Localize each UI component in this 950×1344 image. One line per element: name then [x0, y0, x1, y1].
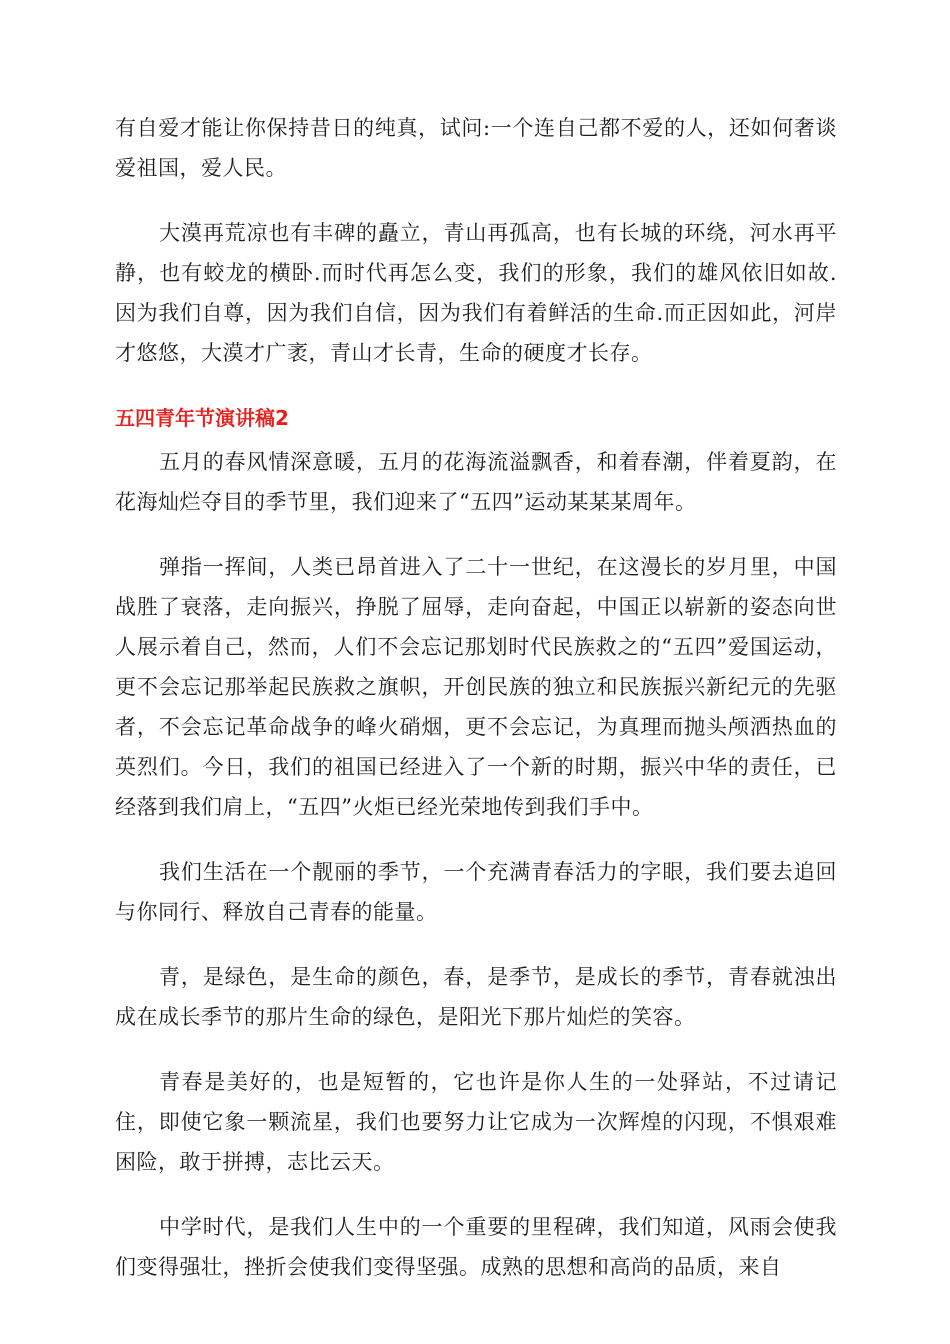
paragraph: 青，是绿色，是生命的颜色，春，是季节，是成长的季节，青春就浊出成在成长季节的那片生命的绿色，是阳光下那片灿烂的笑容。 — [115, 965, 837, 1029]
paragraph: 青春是美好的，也是短暂的，它也许是你人生的一处驿站，不过请记住，即使它象一颗流星，我们也要努力让它成为一次辉煌的闪现，不惧艰难困险，敢于拼搏，志比云天。 — [115, 1070, 837, 1174]
paragraph: 我们生活在一个靓丽的季节，一个充满青春活力的字眼，我们要去追回与你同行、释放自己青春的能量。 — [115, 860, 837, 924]
paragraph: 大漠再荒凉也有丰碑的矗立，青山再孤高，也有长城的环绕，河水再平静，也有蛟龙的横卧.而时代再怎么变，我们的形象，我们的雄风依旧如故.因为我们自尊，因为我们自信，因为我们有着鲜活的生命.而正因如此，河岸才悠悠，大漠才广袤，青山才长青，生命的硬度才长存。 — [115, 221, 837, 365]
document-body — [115, 108, 837, 1312]
paragraph: 五月的春风情深意暖，五月的花海流溢飘香，和着春潮，伴着夏韵，在花海灿烂夺目的季节里，我们迎来了“五四”运动某某某周年。 — [115, 450, 837, 514]
section-heading: 五四青年节演讲稿2 — [115, 406, 289, 430]
paragraph: 弹指一挥间，人类已昂首进入了二十一世纪，在这漫长的岁月里，中国战胜了衰落，走向振兴，挣脱了屈辱，走向奋起，中国正以崭新的姿态向世人展示着自己，然而，人们不会忘记那划时代民族救之的“五四”爱国运动，更不会忘记那举起民族救之旗帜，开创民族的独立和民族振兴新纪元的先驱者，不会忘记革命战争的峰火硝烟，更不会忘记，为真理而抛头颅洒热血的英烈们。今日，我们的祖国已经进入了一个新的时期，振兴中华的责任，已经落到我们肩上，“五四”火炬已经光荣地传到我们手中。 — [115, 555, 837, 819]
paragraph-continuation: 有自爱才能让你保持昔日的纯真，试问:一个连自己都不爱的人，还如何奢谈爱祖国，爱人民。 — [115, 116, 837, 180]
paragraph: 中学时代，是我们人生中的一个重要的里程碑，我们知道，风雨会使我们变得强壮，挫折会使我们变得坚强。成熟的思想和高尚的品质，来自 — [115, 1215, 837, 1279]
